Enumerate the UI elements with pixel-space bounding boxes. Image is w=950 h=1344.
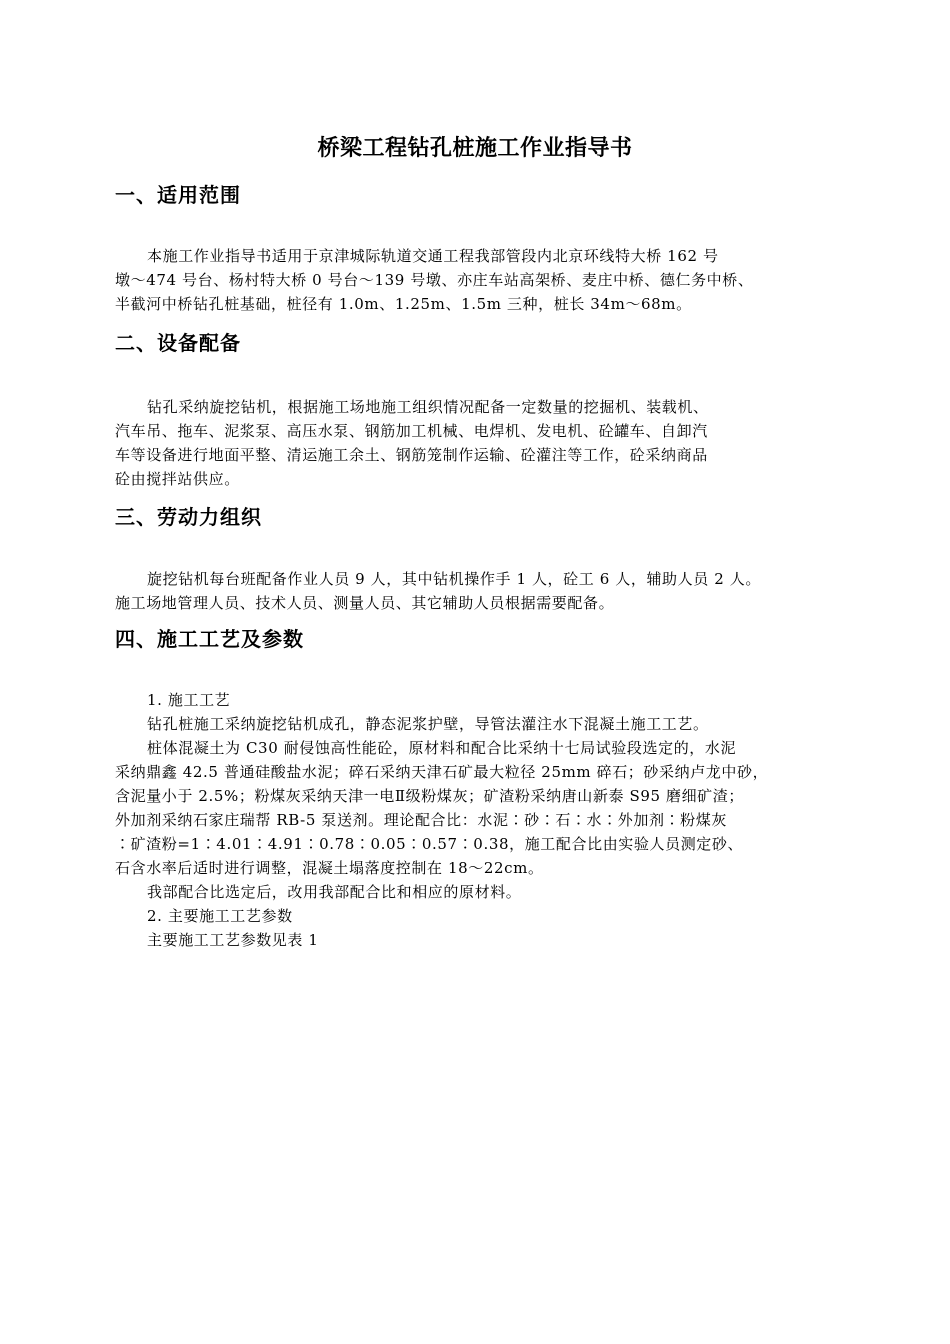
text-line: 半截河中桥钻孔桩基础，桩径有 1.0m、1.25m、1.5m 三种，桩长 34m～68m。 (115, 295, 692, 313)
section-heading-process: 四、施工工艺及参数 (115, 627, 304, 651)
text-line: 含泥量小于 2.5%；粉煤灰采纳天津一电Ⅱ级粉煤灰；矿渣粉采纳唐山新泰 S95 磨细矿渣； (115, 787, 744, 805)
text-line: 外加剂采纳石家庄瑞帮 RB-5 泵送剂。理论配合比：水泥∶砂∶石∶水∶外加剂∶粉煤灰 (115, 811, 727, 829)
text-line: 砼由搅拌站供应。 (115, 470, 240, 488)
text-line: 车等设备进行地面平整、清运施工余土、钢筋笼制作运输、砼灌注等工作，砼采纳商品 (115, 446, 708, 464)
text-line: 主要施工工艺参数见表 1 (147, 931, 319, 949)
section-body-equipment (115, 395, 875, 491)
text-line: 钻孔桩施工采纳旋挖钻机成孔，静态泥浆护壁，导管法灌注水下混凝土施工工艺。 (147, 715, 709, 733)
text-line: 2. 主要施工工艺参数 (147, 907, 293, 925)
section-heading-labor: 三、劳动力组织 (115, 505, 262, 529)
section-body-labor (115, 567, 875, 615)
text-line: 我部配合比选定后，改用我部配合比和相应的原材料。 (147, 883, 522, 901)
text-line: ∶矿渣粉=1∶4.01∶4.91∶0.78∶0.05∶0.57∶0.38，施工配合比由实验人员测定砂、 (115, 835, 744, 853)
text-line: 本施工作业指导书适用于京津城际轨道交通工程我部管段内北京环线特大桥 162 号 (147, 247, 719, 265)
text-line: 1. 施工工艺 (147, 691, 231, 709)
section-heading-equipment: 二、设备配备 (115, 331, 241, 355)
text-line: 石含水率后适时进行调整，混凝土塌落度控制在 18～22cm。 (115, 859, 544, 877)
text-line: 钻孔采纳旋挖钻机，根据施工场地施工组织情况配备一定数量的挖掘机、装载机、 (147, 398, 709, 416)
section-body-scope (115, 244, 875, 316)
text-line: 汽车吊、拖车、泥浆泵、高压水泵、钢筋加工机械、电焊机、发电机、砼罐车、自卸汽 (115, 422, 708, 440)
text-line: 旋挖钻机每台班配备作业人员 9 人，其中钻机操作手 1 人，砼工 6 人，辅助人员 2 人。 (147, 570, 761, 588)
document-title: 桥梁工程钻孔桩施工作业指导书 (317, 136, 633, 161)
text-line: 采纳鼎鑫 42.5 普通硅酸盐水泥；碎石采纳天津石矿最大粒径 25mm 碎石；砂采纳卢龙中砂， (115, 763, 769, 781)
text-line: 桩体混凝土为 C30 耐侵蚀高性能砼，原材料和配合比采纳十七局试验段选定的，水泥 (147, 739, 737, 757)
text-line: 施工场地管理人员、技术人员、测量人员、其它辅助人员根据需要配备。 (115, 594, 615, 612)
section-body-process (115, 688, 875, 952)
text-line: 墩～474 号台、杨村特大桥 0 号台～139 号墩、亦庄车站高架桥、麦庄中桥、德仁务中桥、 (115, 271, 754, 289)
section-heading-scope: 一、适用范围 (115, 183, 241, 207)
